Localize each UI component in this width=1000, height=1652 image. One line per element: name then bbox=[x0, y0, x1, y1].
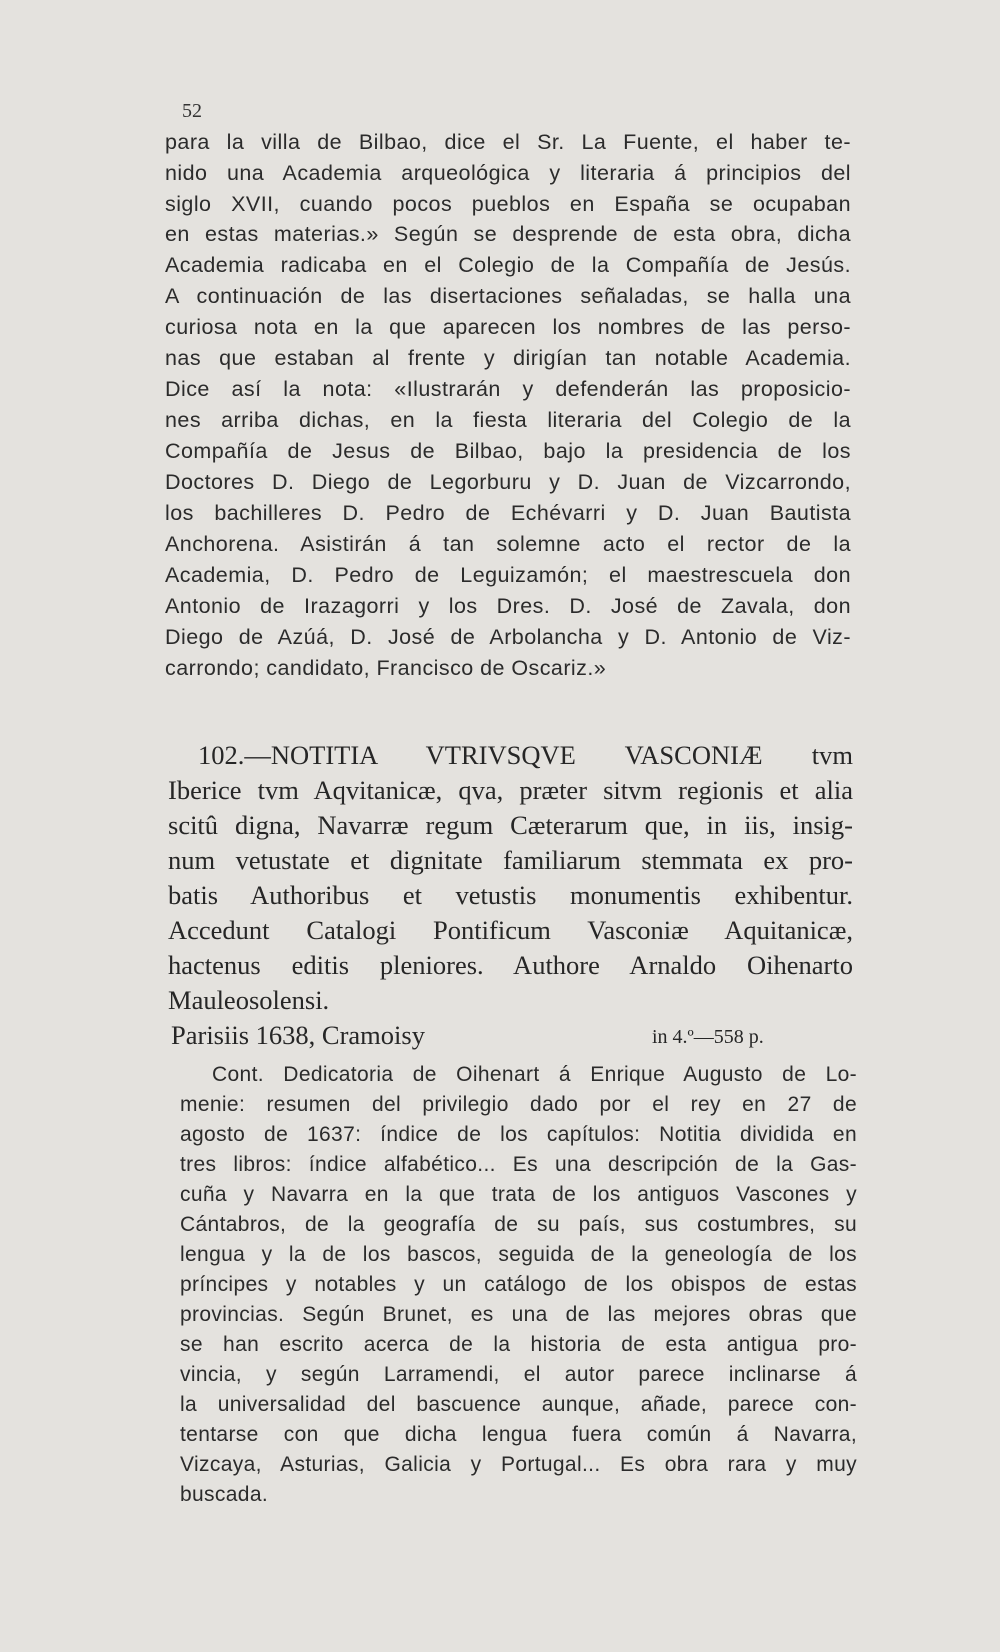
entry-heading-line: 102.—NOTITIA VTRIVSQVE VASCONIÆ tvm bbox=[198, 740, 853, 770]
text-line: Academia radicaba en el Colegio de la Compañía de Jesús. bbox=[165, 253, 851, 277]
text-line: Doctores D. Diego de Legorburu y D. Juan de Vizcarrondo, bbox=[165, 470, 851, 494]
text-line: num vetustate et dignitate familiarum stemmata ex pro- bbox=[168, 845, 853, 875]
text-line: Mauleosolensi. bbox=[168, 985, 330, 1015]
text-line: buscada. bbox=[180, 1483, 269, 1506]
text-line: batis Authoribus et vetustis monumentis exhibentur. bbox=[168, 880, 853, 910]
text-line: curiosa nota en la que aparecen los nombres de las perso- bbox=[165, 315, 851, 339]
text-line: la universalidad del bascuence aunque, añade, parece con- bbox=[180, 1393, 857, 1416]
text-line: agosto de 1637: índice de los capítulos: Notitia dividida en bbox=[180, 1123, 857, 1146]
text-line: Vizcaya, Asturias, Galicia y Portugal... Es obra rara y muy bbox=[180, 1453, 857, 1476]
text-line: A continuación de las disertaciones señaladas, se halla una bbox=[165, 284, 851, 308]
text-line: se han escrito acerca de la historia de esta antigua pro- bbox=[180, 1333, 857, 1356]
text-line: Iberice tvm Aqvitanicæ, qva, præter sitvm regionis et alia bbox=[168, 775, 853, 805]
text-line: tres libros: índice alfabético... Es una descripción de la Gas- bbox=[180, 1153, 857, 1176]
text-line: Dice así la nota: «Ilustrarán y defenderán las proposicio- bbox=[165, 377, 851, 401]
text-line: Antonio de Irazagorri y los Dres. D. José de Zavala, don bbox=[165, 594, 851, 618]
text-line: carrondo; candidato, Francisco de Oscariz.» bbox=[165, 656, 607, 680]
text-line: nes arriba dichas, en la fiesta literaria del Colegio de la bbox=[165, 408, 851, 432]
text-line: tentarse con que dicha lengua fuera común á Navarra, bbox=[180, 1423, 857, 1446]
imprint-line bbox=[171, 1020, 801, 1051]
text-line: siglo XVII, cuando pocos pueblos en España se ocupaban bbox=[165, 192, 851, 216]
text-line: para la villa de Bilbao, dice el Sr. La Fuente, el haber te- bbox=[165, 130, 851, 154]
text-line: lengua y la de los bascos, seguida de la geneología de los bbox=[180, 1243, 857, 1266]
text-line: nido una Academia arqueológica y literaria á principios del bbox=[165, 161, 851, 185]
text-line: nas que estaban al frente y dirigían tan notable Academia. bbox=[165, 346, 851, 370]
text-line: Compañía de Jesus de Bilbao, bajo la presidencia de los bbox=[165, 439, 851, 463]
text-line: menie: resumen del privilegio dado por el rey en 27 de bbox=[180, 1093, 857, 1116]
text-line: provincias. Según Brunet, es una de las mejores obras que bbox=[180, 1303, 857, 1326]
text-line: Diego de Azúá, D. José de Arbolancha y D. Antonio de Viz- bbox=[165, 625, 851, 649]
text-line: Cont. Dedicatoria de Oihenart á Enrique Augusto de Lo- bbox=[212, 1063, 857, 1086]
page-number: 52 bbox=[182, 100, 202, 122]
text-line: en estas materias.» Según se desprende de esta obra, dicha bbox=[165, 222, 851, 246]
text-line: cuña y Navarra en la que trata de los antiguos Vascones y bbox=[180, 1183, 857, 1206]
text-line: Cántabros, de la geografía de su país, sus costumbres, su bbox=[180, 1213, 857, 1236]
imprint-place: Parisiis 1638, Cramoisy bbox=[171, 1020, 425, 1050]
text-line: príncipes y notables y un catálogo de los obispos de estas bbox=[180, 1273, 857, 1296]
text-line: Anchorena. Asistirán á tan solemne acto el rector de la bbox=[165, 532, 851, 556]
text-line: vincia, y según Larramendi, el autor parece inclinarse á bbox=[180, 1363, 857, 1386]
text-line: hactenus editis pleniores. Authore Arnaldo Oihenarto bbox=[168, 950, 853, 980]
text-line: Academia, D. Pedro de Leguizamón; el maestrescuela don bbox=[165, 563, 851, 587]
text-line: scitû digna, Navarræ regum Cæterarum que, in iis, insig- bbox=[168, 810, 853, 840]
text-line: los bachilleres D. Pedro de Echévarri y D. Juan Bautista bbox=[165, 501, 851, 525]
book-format: in 4.º—558 p. bbox=[652, 1026, 764, 1048]
text-line: Accedunt Catalogi Pontificum Vasconiæ Aquitanicæ, bbox=[168, 915, 853, 945]
